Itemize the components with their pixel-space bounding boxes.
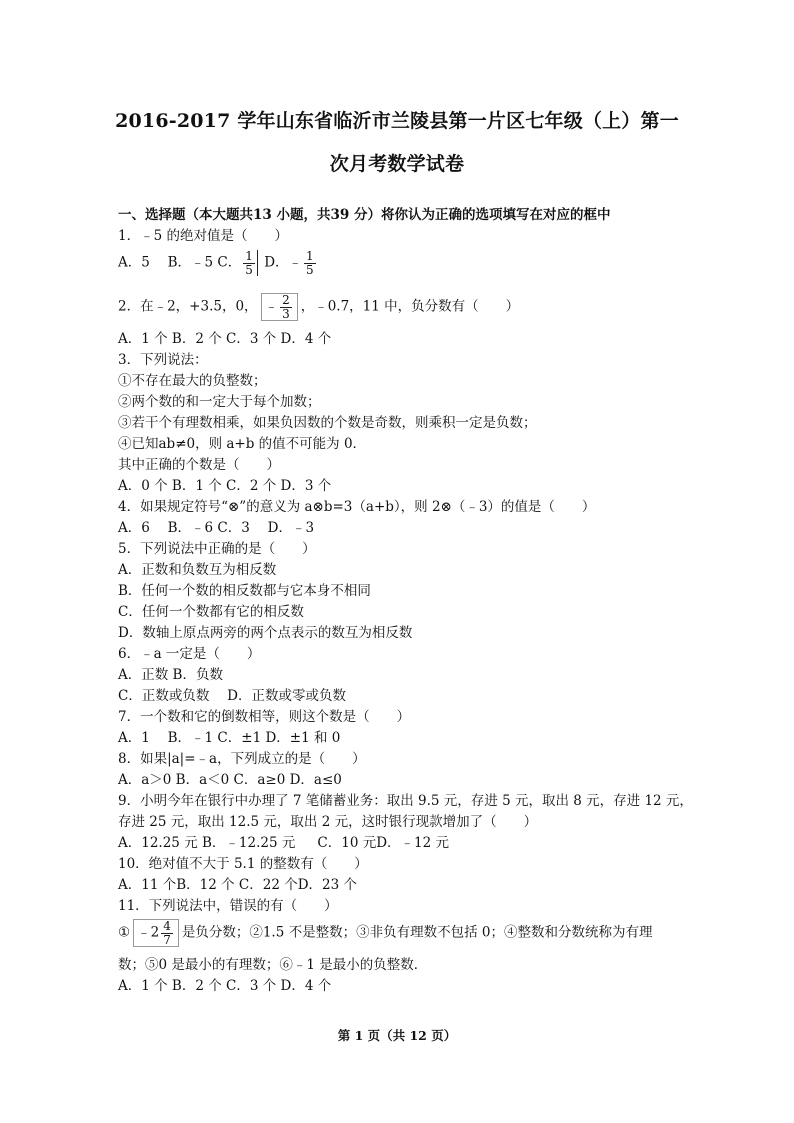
q2-stem-prefix: 2．在﹣2，+3.5，0， — [118, 298, 258, 315]
q1-c-denominator: 5 — [245, 262, 253, 277]
q4-options: A．6 B．﹣6 C．3 D．﹣3 — [118, 520, 315, 536]
q2-fraction-sign: ﹣ — [264, 298, 279, 315]
q11-stem: 11．下列说法中，错误的有（ ） — [118, 898, 338, 914]
exam-title-line1: 2016-2017 学年山东省临沂市兰陵县第一片区七年级（上）第一 — [115, 110, 679, 132]
q8-stem: 8．如果|a|=﹣a，下列成立的是（ ） — [118, 751, 366, 767]
q3-stem: 3．下列说法： — [118, 352, 208, 368]
q11-marker-1: ① — [118, 924, 131, 941]
q7-stem: 7．一个数和它的倒数相等，则这个数是（ ） — [118, 709, 411, 725]
q3-ask: 其中正确的个数是（ ） — [118, 457, 280, 473]
q1-d-denominator: 5 — [306, 262, 314, 277]
q6-options-cd: C．正数或负数 D．正数或零或负数 — [118, 688, 346, 704]
q5-option-a: A．正数和负数互为相反数 — [118, 562, 277, 578]
q1-d-numerator: 1 — [306, 249, 314, 263]
q4-stem: 4．如果规定符号“⊗”的意义为 a⊗b=3（a+b），则 2⊗（﹣3）的值是（ ） — [118, 499, 596, 515]
q11-whole: ﹣2 — [137, 924, 160, 941]
q1-option-c-fraction — [243, 250, 258, 276]
q11-denominator: 7 — [163, 932, 171, 947]
q5-option-d: D．数轴上原点两旁的两个点表示的数互为相反数 — [118, 625, 413, 641]
q3-statement-3: ③若干个有理数相乘，如果负因数的个数是奇数，则乘积一定是负数； — [118, 415, 537, 431]
q10-stem: 10．绝对值不大于 5.1 的整数有（ ） — [118, 856, 368, 872]
q9-stem-line2: 存进 25 元，取出 12.5 元，取出 2 元，这时银行现款增加了（ ） — [118, 814, 538, 830]
page-footer: 第 1 页（共 12 页） — [337, 1028, 457, 1043]
q11-fraction — [161, 920, 173, 946]
q1-stem: 1．﹣5 的绝对值是（ ） — [118, 228, 288, 244]
q11-line2: 数；⑤0 是最小的有理数；⑥﹣1 是最小的负整数． — [118, 957, 428, 973]
q9-options: A．12.25 元 B．﹣12.25 元 C．10 元D．﹣12 元 — [118, 835, 450, 851]
q10-options: A．11 个B．12 个 C．22 个D．23 个 — [118, 877, 357, 893]
q1-options — [118, 250, 318, 276]
q3-options: A．0 个 B．1 个 C．2 个 D．3 个 — [118, 478, 332, 494]
q2-denominator: 3 — [282, 306, 290, 321]
q2-stem-suffix: ，﹣0.7，11 中，负分数有（ ） — [300, 298, 520, 315]
q6-options-ab: A．正数 B．负数 — [118, 667, 223, 683]
q2-fraction-image — [261, 293, 298, 321]
q11-mixed-fraction-image — [133, 919, 179, 947]
q3-statement-2: ②两个数的和一定大于每个加数； — [118, 394, 321, 410]
q2-numerator: 2 — [282, 293, 290, 307]
q1-option-d-prefix: D．﹣ — [259, 254, 303, 271]
q1-option-d-fraction — [304, 250, 316, 276]
q5-stem: 5．下列说法中正确的是（ ） — [118, 541, 316, 557]
q3-statement-4: ④已知ab≠0，则 a+b 的值不可能为 0． — [118, 436, 367, 452]
q11-line1-suffix: 是负分数；②1.5 不是整数；③非负有理数不包括 0；④整数和分数统称为有理 — [181, 924, 653, 941]
q9-stem-line1: 9．小明今年在银行中办理了 7 笔储蓄业务：取出 9.5 元，存进 5 元，取出 8 元，存进 12 元， — [118, 793, 693, 809]
q11-numerator: 4 — [163, 919, 171, 933]
q5-option-b: B．任何一个数的相反数都与它本身不相同 — [118, 583, 371, 599]
q6-stem: 6．﹣a 一定是（ ） — [118, 646, 261, 662]
exam-title-line2: 次月考数学试卷 — [329, 153, 465, 175]
q8-options: A．a＞0 B．a＜0 C．a≥0 D．a≤0 — [118, 772, 342, 788]
q11-line1 — [118, 919, 652, 947]
q11-options: A．1 个 B．2 个 C．3 个 D．4 个 — [118, 978, 332, 994]
q2-options: A．1 个 B．2 个 C．3 个 D．4 个 — [118, 331, 332, 347]
q2-fraction — [280, 294, 292, 320]
q2-stem — [118, 293, 519, 321]
q5-option-c: C．任何一个数都有它的相反数 — [118, 604, 304, 620]
section-heading: 一、选择题（本大题共13 小题，共39 分）将你认为正确的选项填写在对应的框中 — [118, 207, 611, 223]
q1-options-ab: A．5 B．﹣5 C． — [118, 254, 242, 271]
q7-options: A．1 B．﹣1 C．±1 D．±1 和 0 — [118, 730, 341, 746]
q3-statement-1: ①不存在最大的负整数； — [118, 373, 267, 389]
q1-c-numerator: 1 — [245, 249, 253, 263]
